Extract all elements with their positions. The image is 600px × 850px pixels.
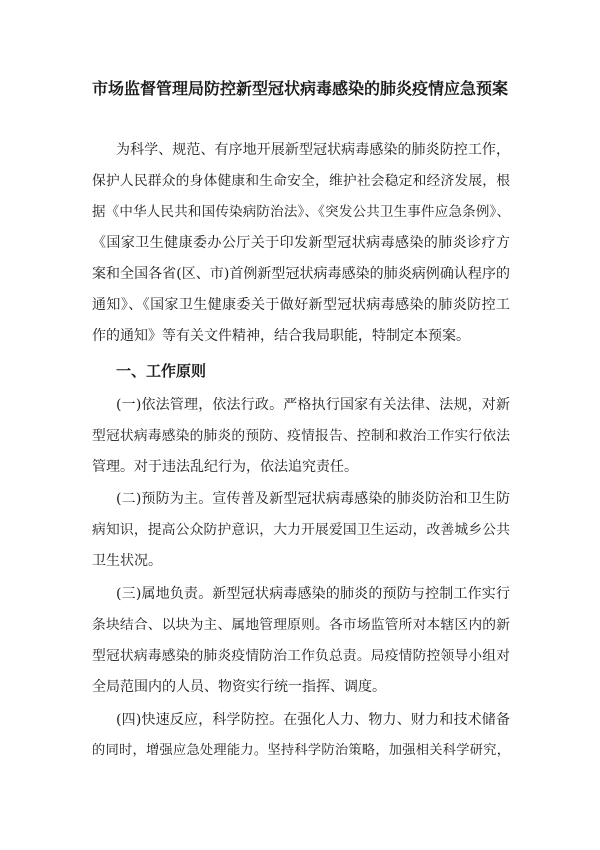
text-line: 管理。对于违法乱纪行为，依法追究责任。 (92, 459, 358, 475)
text-line: 型冠状病毒感染的肺炎的预防、疫情报告、控制和救治工作实行依法 (92, 428, 510, 444)
text-line: (四)快速反应，科学防控。在强化人力、物力、财力和技术储备 (116, 712, 510, 728)
text-line: (一)依法管理，依法行政。严格执行国家有关法律、法规，对新 (116, 397, 510, 413)
text-line: 条块结合、以块为主、属地管理原则。各市场监管所对本辖区内的新 (92, 617, 510, 633)
section-heading: 一、工作原则 (116, 362, 207, 380)
text-line: (二)预防为主。宣传普及新型冠状病毒感染的肺炎防治和卫生防 (116, 491, 510, 507)
text-line: 案和全国各省(区、市)首例新型冠状病毒感染的肺炎病例确认程序的 (92, 266, 510, 282)
text-line: 全局范围内的人员、物资实行统一指挥、调度。 (92, 679, 386, 695)
text-line: 的同时，增强应急处理能力。坚持科学防治策略，加强相关科学研究， (92, 743, 510, 758)
text-line: (三)属地负责。新型冠状病毒感染的肺炎的预防与控制工作实行 (116, 586, 510, 602)
text-line: 型冠状病毒感染的肺炎疫情防治工作负总责。局疫情防控领导小组对 (92, 648, 510, 664)
text-line: 病知识，提高公众防护意识，大力开展爱国卫生运动，改善城乡公共 (92, 522, 510, 538)
text-line: 为科学、规范、有序地开展新型冠状病毒感染的肺炎防控工作， (116, 142, 510, 158)
text-line: 保护人民群众的身体健康和生命安全，维护社会稳定和经济发展，根 (92, 173, 510, 189)
text-line: 据《中华人民共和国传染病防治法》、《突发公共卫生事件应急条例》、 (92, 204, 510, 220)
text-line: 通知》、《国家卫生健康委关于做好新型冠状病毒感染的肺炎防控工 (92, 297, 510, 313)
text-line: 卫生状况。 (92, 553, 162, 569)
text-line: 《国家卫生健康委办公厅关于印发新型冠状病毒感染的肺炎诊疗方 (92, 235, 510, 251)
text-line: 作的通知》等有关文件精神，结合我局职能，特制定本预案。 (92, 328, 470, 344)
document-title: 市场监督管理局防控新型冠状病毒感染的肺炎疫情应急预案 (91, 79, 508, 98)
